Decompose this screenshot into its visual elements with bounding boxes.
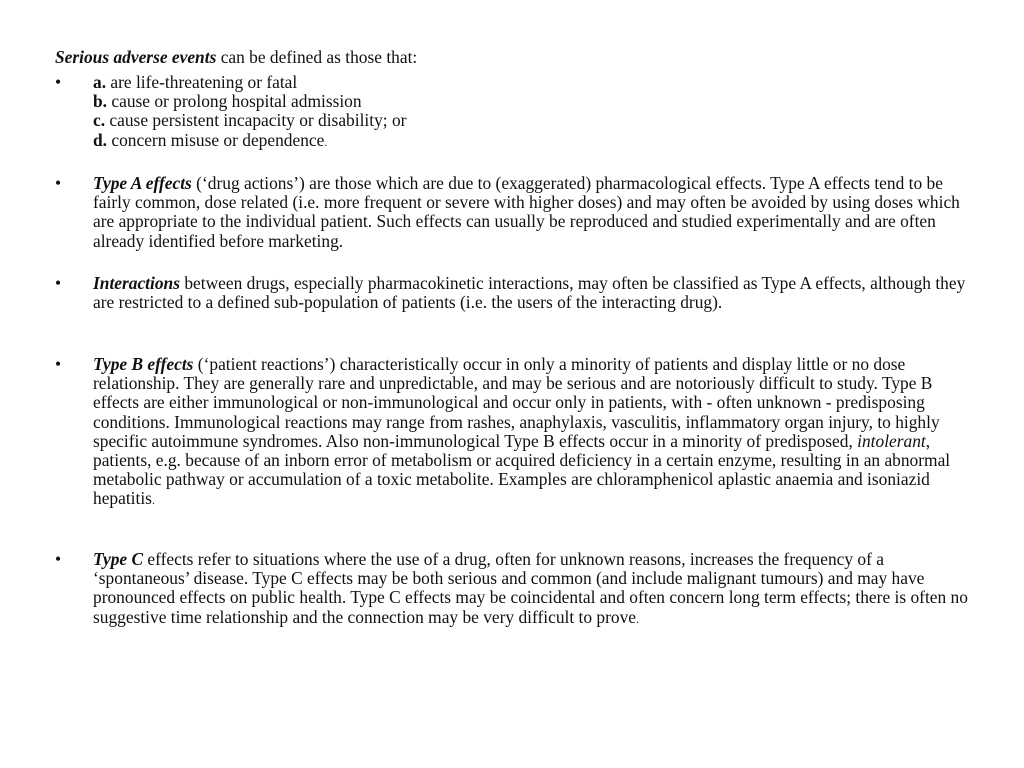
criterion-b: b. cause or prolong hospital admission: [93, 91, 362, 112]
bullet-icon: •: [55, 549, 62, 569]
type-b-paragraph: Type B effects (‘patient reactions’) characteristically occur in only a minority of patients and display little or no dose relationship. They are generally rare and unpredictable, and may be serious and are notoriously difficult to study. Type B effects are either immunological or non-immunological and occur only in patients, with - often unknown - predisposing conditions. Immunological reactions may range from rashes, anaphylaxis, vasculitis, inflammatory organ injury, to highly specific autoimmune syndromes. Also non-immunological Type B effects occur in a minority of predisposed, intolerant, patients, e.g. because of an inborn error of metabolism or acquired deficiency in a certain enzyme, resulting in an abnormal metabolic pathway or accumulation of a toxic metabolite. Examples are chloramphenicol aplastic anaemia and isoniazid hepatitis.: [93, 354, 951, 509]
type-b-text-1: (‘patient reactions’) characteristically occur in only a minority of patients and display little or no dose relationship. They are generally rare and unpredictable, and may be serious and are notoriously difficult to study. Type B effects are either immunological or non-immunological and occur only in patients, with - often unknown - predisposing conditions. Immunological reactions may range from rashes, anaphylaxis, vasculitis, inflammatory organ injury, to highly specific autoimmune syndromes. Also non-immunological Type B effects occur in a minority of predisposed,: [93, 354, 940, 451]
criterion-d: d. concern misuse or dependence.: [93, 129, 328, 150]
type-a-text: (‘drug actions’) are those which are due to (exaggerated) pharmacological effects. Type A effects tend to be fairly common, dose related (i.e. more frequent or severe with higher doses) and may often be avoided by using doses which are appropriate to the individual patient. Such effects can usually be reproduced and studied experimentally and are often already identified before marketing.: [93, 173, 960, 251]
intro-text: can be defined as those that:: [216, 47, 418, 67]
bullet-type-c: [55, 550, 975, 629]
type-a-term: Type A effects: [93, 173, 192, 193]
type-c-text: effects refer to situations where the use of a drug, often for unknown reasons, increases the frequency of a ‘spontaneous’ disease. Type C effects may be both serious and common (and include malignant tumours) and may have pronounced effects on public health. Type C effects may be coincidental and often concern long term effects; there is often no suggestive time relationship and the connection may be very difficult to prove: [93, 549, 968, 627]
interactions-paragraph: [93, 274, 975, 312]
bullet-icon: •: [55, 173, 62, 193]
bullet-icon: •: [55, 72, 62, 92]
bullet-interactions: [55, 274, 975, 312]
intro-term: Serious adverse events: [55, 47, 217, 67]
bullet-icon: •: [55, 354, 62, 374]
bullet-type-a: [55, 174, 975, 251]
criterion-c: c. cause persistent incapacity or disability; or: [93, 110, 407, 131]
bullet-serious-criteria: [55, 73, 975, 152]
type-c-paragraph: Type C effects refer to situations where the use of a drug, often for unknown reasons, increases the frequency of a ‘spontaneous’ disease. Type C effects may be both serious and common (and include malignant tumours) and may have pronounced effects on public health. Type C effects may be coincidental and often concern long term effects; there is often no suggestive time relationship and the connection may be very difficult to prove.: [93, 549, 968, 627]
type-b-term: Type B effects: [93, 354, 194, 374]
type-b-text-2: , patients, e.g. because of an inborn error of metabolism or acquired deficiency in a certain enzyme, resulting in an abnormal metabolic pathway or accumulation of a toxic metabolite. Examples are chloramphenicol aplastic anaemia and isoniazid hepatitis: [93, 430, 951, 509]
type-c-term: Type C: [93, 549, 144, 569]
criterion-a: a. are life-threatening or fatal: [93, 72, 298, 92]
intro-line: [55, 48, 975, 67]
bullet-icon: •: [55, 273, 62, 293]
type-b-emphasis: intolerant: [857, 430, 926, 451]
type-a-paragraph: [93, 174, 975, 251]
interactions-term: Interactions: [93, 273, 180, 293]
bullet-type-b: [55, 355, 975, 511]
interactions-text: between drugs, especially pharmacokinetic interactions, may often be classified as Type A effects, although they are restricted to a defined sub-population of patients (i.e. the users of the interacting drug).: [93, 273, 966, 313]
criteria-list: [93, 73, 975, 152]
